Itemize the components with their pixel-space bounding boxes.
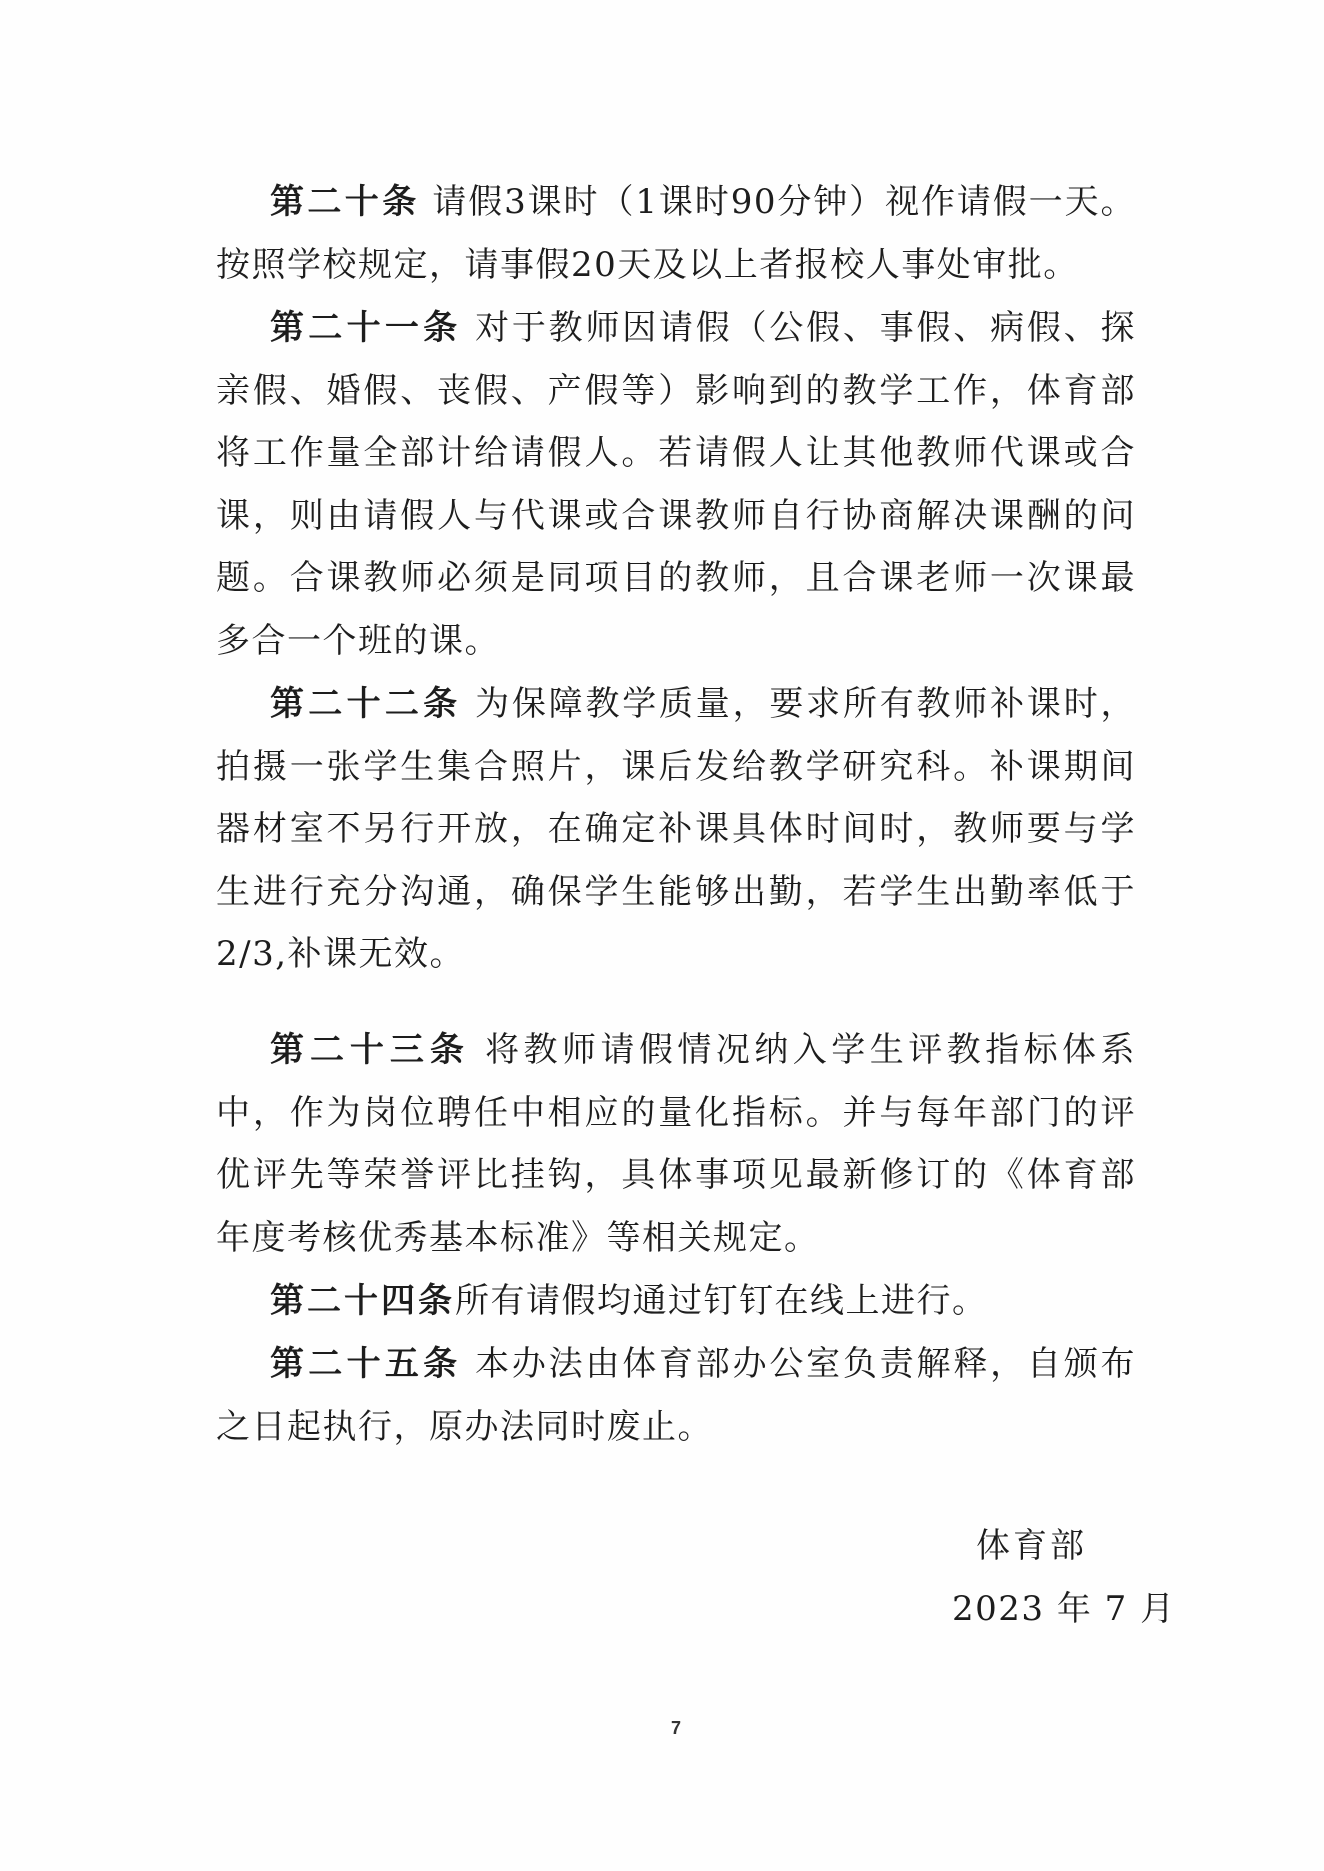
article-21-label: 第二十一条	[270, 308, 462, 348]
article-23-text: 将教师请假情况纳入学生评教指标体系中，作为岗位聘任中相应的量化指标。并与每年部门的评优评先等荣誉评比挂钩，具体事项见最新修订的《体育部年度考核优秀基本标准》等相关规定。	[216, 1030, 1137, 1258]
article-24-text: 所有请假均通过钉钉在线上进行。	[455, 1281, 988, 1321]
article-25-label: 第二十五条	[270, 1344, 462, 1384]
article-22-label: 第二十二条	[270, 684, 462, 724]
signature-date: 2023 年 7 月	[952, 1589, 1176, 1629]
article-24	[216, 1270, 1136, 1333]
article-24-label: 第二十四条	[270, 1281, 455, 1321]
article-23-label: 第二十三条	[270, 1030, 470, 1070]
article-25	[216, 1333, 1136, 1458]
signature-department: 体育部	[976, 1526, 1087, 1566]
article-22-text: 为保障教学质量，要求所有教师补课时，拍摄一张学生集合照片，课后发给教学研究科。补课期间器材室不另行开放，在确定补课具体时间时，教师要与学生进行充分沟通，确保学生能够出勤，若学生出勤率低于2/3,补课无效。	[216, 684, 1137, 974]
article-20	[216, 171, 1136, 296]
article-23	[216, 1019, 1136, 1269]
article-20-label: 第二十条	[270, 182, 420, 222]
article-21-text: 对于教师因请假（公假、事假、病假、探亲假、婚假、丧假、产假等）影响到的教学工作，体育部将工作量全部计给请假人。若请假人让其他教师代课或合课，则由请假人与代课或合课教师自行协商解决课酬的问题。合课教师必须是同项目的教师，且合课老师一次课最多合一个班的课。	[216, 308, 1137, 661]
article-22	[216, 673, 1136, 986]
article-20-text: 请假3课时（1课时90分钟）视作请假一天。按照学校规定，请事假20天及以上者报校人事处审批。	[216, 182, 1136, 285]
article-25-text: 本办法由体育部办公室负责解释，自颁布之日起执行，原办法同时废止。	[216, 1344, 1137, 1447]
page-number: 7	[670, 1718, 681, 1738]
article-21	[216, 297, 1136, 672]
